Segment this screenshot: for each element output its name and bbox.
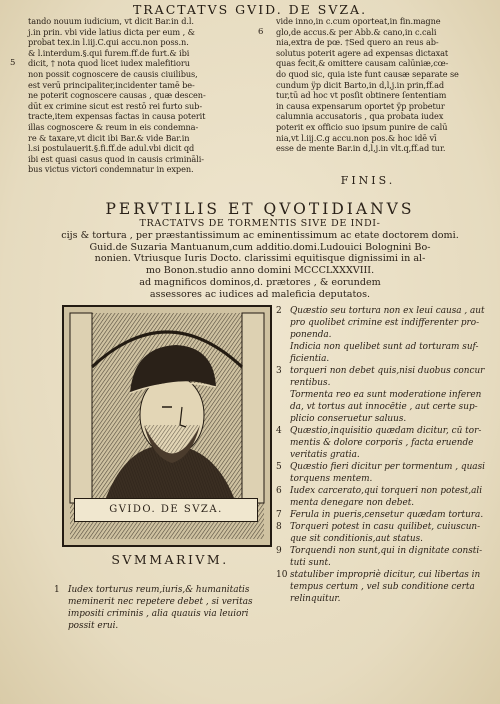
text-line xyxy=(28,69,268,80)
text-line xyxy=(28,122,268,133)
text-line xyxy=(290,437,485,449)
line-text: j.in prin. vbi vide latius dicta per eum , & xyxy=(28,26,195,37)
portrait-woodcut xyxy=(62,305,272,547)
text-line xyxy=(276,425,485,437)
text-line xyxy=(290,377,485,389)
text-line xyxy=(290,533,485,545)
line-text: Torquendi non sunt,qui in dignitate consti- xyxy=(290,546,483,556)
line-text: Iudex carcerato,qui torqueri non potest,ali xyxy=(290,486,483,496)
tract-title: PERVTILIS ET QVOTIDIANVS xyxy=(105,200,415,218)
title-subline: TRACTATVS DE TORMENTIS SIVE DE INDI- xyxy=(139,218,381,229)
line-text: possit erui. xyxy=(68,621,119,631)
title-subline: ad magnificos dominos,d. prætores , & eorundem xyxy=(139,276,381,288)
line-text: relinquitur. xyxy=(290,594,341,604)
text-line xyxy=(290,581,485,593)
text-line xyxy=(290,353,485,365)
text-line xyxy=(258,26,476,38)
text-line xyxy=(276,509,485,521)
line-text: veritatis gratia. xyxy=(290,450,360,460)
title-subline: mo Bonon.studio anno domini MCCCLXXXVIII. xyxy=(145,265,375,277)
line-text: menta denegare non debet. xyxy=(290,498,415,508)
summarium-right-items xyxy=(276,305,485,605)
line-text: meminerit nec repetere debet , si veritas xyxy=(68,597,253,607)
text-line xyxy=(276,48,476,59)
line-text: est verū principaliter,incidenter tamē be- xyxy=(28,79,195,90)
text-line xyxy=(276,545,485,557)
text-line xyxy=(28,48,268,59)
running-head: TRACTATVS GVID. DE SVZA. xyxy=(132,2,368,17)
text-line xyxy=(276,305,485,317)
title-subline: nonien. Vtriusque Iuris Docto. clarissimi equitisque dignissimi in al- xyxy=(94,253,426,265)
text-line xyxy=(276,569,485,581)
text-line xyxy=(290,557,485,569)
line-text: cundum ÿp dicit Barto,in d,l,j.in prin,ff.ad xyxy=(276,79,445,90)
text-line xyxy=(276,143,476,154)
line-text: solutus poterit agere ad expensas dictaxat xyxy=(276,47,449,58)
line-text: torquens mentem. xyxy=(290,474,373,484)
text-line xyxy=(290,389,485,401)
line-text: bus victus victori condemnatur in expen. xyxy=(28,164,194,175)
text-line xyxy=(276,122,476,133)
text-line xyxy=(68,620,278,632)
line-text: Torqueri potest in casu quilibet, cuiuscun- xyxy=(290,522,481,532)
line-text: Quæstio seu tortura non ex leui causa , aut xyxy=(290,306,485,316)
text-line xyxy=(290,329,485,341)
text-line xyxy=(276,69,476,80)
tract-title-block xyxy=(40,200,480,301)
text-line xyxy=(28,16,268,27)
text-line xyxy=(290,473,485,485)
line-text: dicit, † nota quod licet iudex malefitioru xyxy=(28,58,190,69)
text-line xyxy=(28,37,268,48)
right-text-column xyxy=(258,16,476,154)
line-text: esse de mente Bar.in d,l,j.in vlt.q,ff.ad tur. xyxy=(276,143,446,154)
text-line xyxy=(28,101,268,112)
text-line xyxy=(290,413,485,425)
line-text: ibi est quasi casus quod in causis crimināli- xyxy=(28,153,204,164)
text-line xyxy=(290,593,485,605)
line-text: statuliber impropriè dicitur, cui libertas in xyxy=(290,570,481,580)
line-text: dūt ex crimine sicut est restō rei furto sub- xyxy=(28,100,202,111)
text-line xyxy=(290,401,485,413)
line-text: tur,tū ad hoc vt posſit obtinere ſententiam xyxy=(276,90,447,101)
text-line xyxy=(276,461,485,473)
line-text: quas fecit,& omittere causam calūniæ,cœ- xyxy=(276,58,449,69)
text-line xyxy=(290,317,485,329)
line-text: ponenda. xyxy=(290,330,332,340)
text-line xyxy=(276,365,485,377)
text-line xyxy=(10,58,268,69)
line-text: l.si postulauerit.§.fi.ff.de adul.vbi dicit qd xyxy=(28,143,195,154)
line-text: & l.interdum.§.qui furem.ff.de furt.& ibi xyxy=(28,47,190,58)
text-line xyxy=(290,341,485,353)
line-number: 6 xyxy=(258,26,264,37)
line-text: tuti sunt. xyxy=(290,558,331,568)
line-text: torqueri non debet quis,nisi duobus concur xyxy=(290,366,485,376)
line-text: poterit ex officio suo ipsum punire de calū xyxy=(276,121,448,132)
line-text: Quæstio,inquisitio quædam dicitur, cū tor- xyxy=(290,426,482,436)
text-line xyxy=(28,154,268,165)
text-line xyxy=(290,497,485,509)
text-line xyxy=(276,80,476,91)
text-line xyxy=(54,584,278,596)
line-text: in causa expensarum oportet ÿp probetur xyxy=(276,100,445,111)
line-text: da, vt tortus aut innocētie , aut certe sup- xyxy=(290,402,478,412)
left-text-column xyxy=(10,16,268,175)
text-line xyxy=(28,90,268,101)
line-text: Indicia non quelibet sunt ad torturam suf- xyxy=(290,342,479,352)
line-text: mentis & dolore corporis , facta eruende xyxy=(290,438,474,448)
line-number: 5 xyxy=(276,462,282,472)
text-line xyxy=(276,111,476,122)
line-number: 1 xyxy=(54,585,60,595)
line-text: nia,vt l.iij.C.g accu.non pos.& hoc idē vī xyxy=(276,132,437,143)
line-number: 10 xyxy=(276,570,288,580)
line-text: do quod sic, quia iste funt causæ separate se xyxy=(276,68,459,79)
line-text: Quæstio fieri dicitur per tormentum , quasi xyxy=(290,462,485,472)
text-line xyxy=(276,58,476,69)
line-text: ficientia. xyxy=(290,354,330,364)
text-line xyxy=(28,133,268,144)
line-text: non possit cognoscere de causis ciuilibus, xyxy=(28,68,198,79)
text-line xyxy=(28,80,268,91)
text-line xyxy=(290,449,485,461)
line-number: 6 xyxy=(276,486,282,496)
portrait-caption: GVIDO. DE SVZA. xyxy=(74,498,258,522)
line-text: tempus certum , vel sub conditione certa xyxy=(290,582,475,592)
text-line xyxy=(28,164,268,175)
text-line xyxy=(28,111,268,122)
line-text: re & taxare,vt dicit ibi Bar.& vide Bar.in xyxy=(28,132,190,143)
line-text: que sit conditionis,aut status. xyxy=(290,534,423,544)
text-line xyxy=(28,27,268,38)
line-text: Iudex torturus reum,iuris,& humanitatis xyxy=(68,585,250,595)
summarium-heading: SVMMARIVM. xyxy=(111,552,229,567)
text-line xyxy=(28,143,268,154)
line-text: nia,extra de pœ. †Sed quero an reus ab- xyxy=(276,37,439,48)
line-text: Ferula in pueris,censetur quædam tortura. xyxy=(290,510,484,520)
line-text: calumnia accusatoris , qua probata iudex xyxy=(276,111,444,122)
line-number: 8 xyxy=(276,522,282,532)
text-line xyxy=(276,90,476,101)
line-text: impositi criminis , alia quauis via leuiori xyxy=(68,609,249,619)
title-subline: assessores ac iudices ad maleficia deputatos. xyxy=(149,288,371,300)
line-text: tando nouum iudicium, vt dicit Bar.in d.l. xyxy=(28,16,194,26)
line-text: illas cognoscere & reum in eis condemna- xyxy=(28,121,199,132)
line-number: 5 xyxy=(10,58,16,69)
line-text: probat tex.in l.iij.C.qui accu.non poss.n. xyxy=(28,37,189,48)
line-number: 4 xyxy=(276,426,282,436)
line-text: tracte,item expensas factas in causa poterit xyxy=(28,111,206,122)
line-number: 3 xyxy=(276,366,282,376)
text-line xyxy=(276,101,476,112)
line-text: rentibus. xyxy=(290,378,331,388)
text-line xyxy=(68,596,278,608)
line-number: 9 xyxy=(276,546,282,556)
line-text: Tormenta reo ea sunt moderatione inferen xyxy=(290,390,482,400)
line-text: vide inno,in c.cum oporteat,in fin.magne xyxy=(276,16,441,26)
text-line xyxy=(68,608,278,620)
text-line xyxy=(276,485,485,497)
line-number: 7 xyxy=(276,510,282,520)
summarium-left-items xyxy=(54,584,278,632)
text-line xyxy=(276,37,476,48)
line-text: ne poterit cognoscere causas , quæ descen- xyxy=(28,90,206,101)
text-line xyxy=(276,521,485,533)
title-subline: cijs & tortura , per præstantissimum ac eminentissimum ac etate doctorem domi. xyxy=(61,229,459,241)
finis-heading: FINIS. xyxy=(340,174,396,187)
line-text: glo,de accus.& per Abb.& cano,in c.cali xyxy=(276,26,437,37)
text-line xyxy=(276,16,476,27)
line-number: 2 xyxy=(276,306,282,316)
title-subline: Guid.de Suzaria Mantuanum,cum additio.domi.Ludouici Bolognini Bo- xyxy=(89,241,431,253)
line-text: plicio conseruetur saluus. xyxy=(290,414,407,424)
line-text: pro quolibet crimine est indifferenter pro- xyxy=(290,318,480,328)
text-line xyxy=(276,133,476,144)
